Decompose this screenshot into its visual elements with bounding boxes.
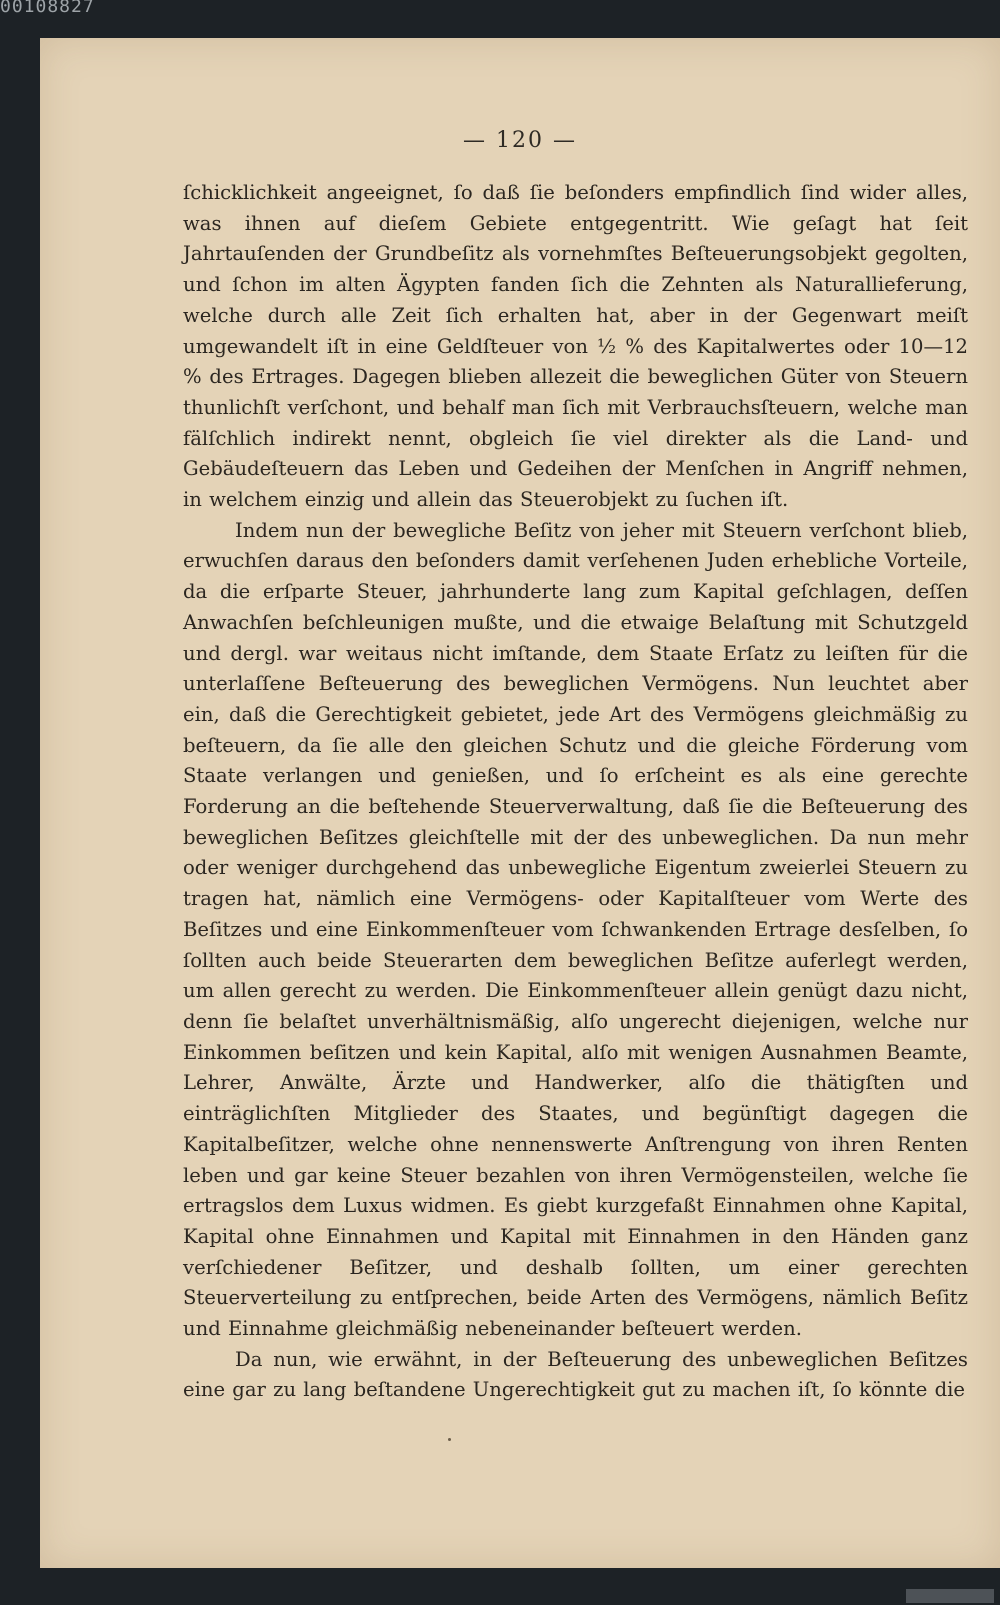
page-speck bbox=[448, 1438, 451, 1441]
page-number: — 120 — bbox=[463, 128, 577, 153]
paragraph-2: Indem nun der bewegliche Beſitz von jeher mit Steuern verſchont blieb, erwuchſen daraus den beſonders damit verſehenen Juden erhebliche Vorteile, da die erſparte Steuer, jahrhunderte lang zum Kapital geſchlagen, deſſen Anwachſen beſchleunigen mußte, und die etwaige Belaſtung mit Schutzgeld und dergl. war weitaus nicht imſtande, dem Staate Erſatz zu leiſten für die unterlaſſene Beſteuerung des beweglichen Vermögens. Nun leuchtet aber ein, daß die Gerechtigkeit gebietet, jede Art des Vermögens gleichmäßig zu beſteuern, da ſie alle den gleichen Schutz und die gleiche Förderung vom Staate verlangen und genießen, und ſo erſcheint es als eine gerechte Forderung an die beſtehende Steuerverwaltung, daß ſie die Beſteuerung des beweglichen Beſitzes gleichſtelle mit der des unbeweglichen. Da nun mehr oder weniger durchgehend das unbewegliche Eigentum zweierlei Steuern zu tragen hat, nämlich eine Vermögens- oder Kapitalſteuer vom Werte des Beſitzes und eine Einkommenſteuer vom ſchwankenden Ertrage desſelben, ſo ſollten auch beide Steuerarten dem beweglichen Beſitze auferlegt werden, um allen gerecht zu werden. Die Einkommenſteuer allein genügt dazu nicht, denn ſie belaſtet unverhältnismäßig, alſo ungerecht diejenigen, welche nur Einkommen beſitzen und kein Kapital, alſo mit wenigen Ausnahmen Beamte, Lehrer, Anwälte, Ärzte und Handwerker, alſo die thätigſten und einträglichſten Mitglieder des Staates, und begünſtigt dagegen die Kapitalbeſitzer, welche ohne nennenswerte Anſtrengung von ihren Renten leben und gar keine Steuer bezahlen von ihren Vermögensteilen, welche ſie ertragslos dem Luxus widmen. Es giebt kurzgefaßt Einnahmen ohne Kapital, Kapital ohne Einnahmen und Kapital mit Einnahmen in den Händen ganz verſchiedener Beſitzer, und deshalb ſollten, um einer gerechten Steuerverteilung zu entſprechen, beide Arten des Vermögens, nämlich Beſitz und Einnahme gleichmäßig nebeneinander beſteuert werden. bbox=[183, 518, 968, 1341]
paragraph-1: ſchicklichkeit angeeignet, ſo daß ſie beſonders empfindlich ſind wider alles, was ihnen auf dieſem Gebiete entgegentritt. Wie geſagt hat ſeit Jahrtauſenden der Grundbeſitz als vornehmſtes Beſteuerungsobjekt gegolten, und ſchon im alten Ägypten fanden ſich die Zehnten als Naturallieferung, welche durch alle Zeit ſich erhalten hat, aber in der Gegenwart meiſt umgewandelt iſt in eine Geldſteuer von ½ % des Kapitalwertes oder 10—12 % des Ertrages. Dagegen blieben allezeit die beweglichen Güter von Steuern thunlichſt verſchont, und behalf man ſich mit Verbrauchsſteuern, welche man fälſchlich indirekt nennt, obgleich ſie viel direkter als die Land- und Gebäudeſteuern das Leben und Gedeihen der Menſchen in Angriff nehmen, in welchem einzig und allein das Steuerobjekt zu ſuchen iſt. bbox=[183, 181, 968, 512]
scan-corner-mark bbox=[906, 1589, 994, 1603]
book-page bbox=[40, 38, 1000, 1568]
paragraph-3: Da nun, wie erwähnt, in der Beſteuerung des unbeweglichen Beſitzes eine gar zu lang beſtandene Ungerechtigkeit gut zu machen iſt, ſo könnte die bbox=[183, 1347, 968, 1402]
page-body-text bbox=[183, 178, 968, 1406]
scan-id-label: 00108827 bbox=[0, 0, 95, 14]
